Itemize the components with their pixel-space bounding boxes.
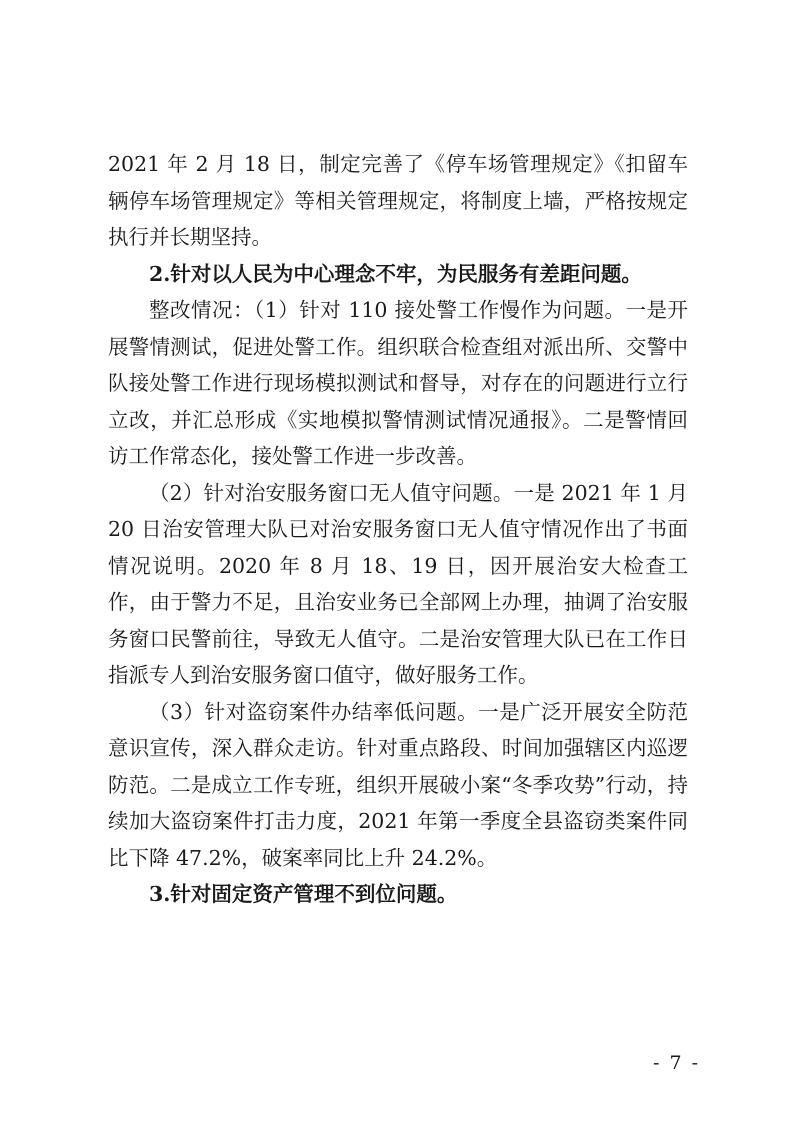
- heading-fixed-assets: 3.针对固定资产管理不到位问题。: [149, 882, 458, 906]
- paragraph-110-police-response: 整改情况：（1）针对 110 接处警工作慢作为问题。一是开展警情测试，促进处警工作。组织联合检查组对派出所、交警中队接处警工作进行现场模拟测试和督导，对存在的问题进行立行立改，并汇总形成《实地模拟警情测试情况通报》。二是警情回访工作常态化，接处警工作进一步改善。: [108, 298, 688, 468]
- paragraph-parking-rules: 2021 年 2 月 18 日，制定完善了《停车场管理规定》《扣留车辆停车场管理规定》等相关管理规定，将制度上墙，严格按规定执行并长期坚持。: [108, 152, 688, 249]
- heading-people-centered-service: 2.针对以人民为中心理念不牢，为民服务有差距问题。: [149, 261, 642, 286]
- paragraph-theft-cases: （3）针对盗窃案件办结率低问题。一是广泛开展安全防范意识宣传，深入群众走访。针对重点路段、时间加强辖区内巡逻防范。二是成立工作专班，组织开展破小案“冬季攻势”行动，持续加大盗窃案件打击力度，2021 年第一季度全县盗窃类案件同比下降 47.2%，破案率同比上升 24.2%。: [108, 699, 688, 870]
- paragraph-service-window: （2）针对治安服务窗口无人值守问题。一是 2021 年 1 月 20 日治安管理大队已对治安服务窗口无人值守情况作出了书面情况说明。2020 年 8 月 18、19 日，因开展治安大检查工作，由于警力不足，且治安业务已全部网上办理，抽调了治安服务窗口民警前往，导致无人值守。二是治安管理大队已在工作日指派专人到治安服务窗口值守，做好服务工作。: [108, 480, 688, 687]
- page-number: - 7 -: [652, 1052, 700, 1074]
- document-body: [108, 146, 688, 913]
